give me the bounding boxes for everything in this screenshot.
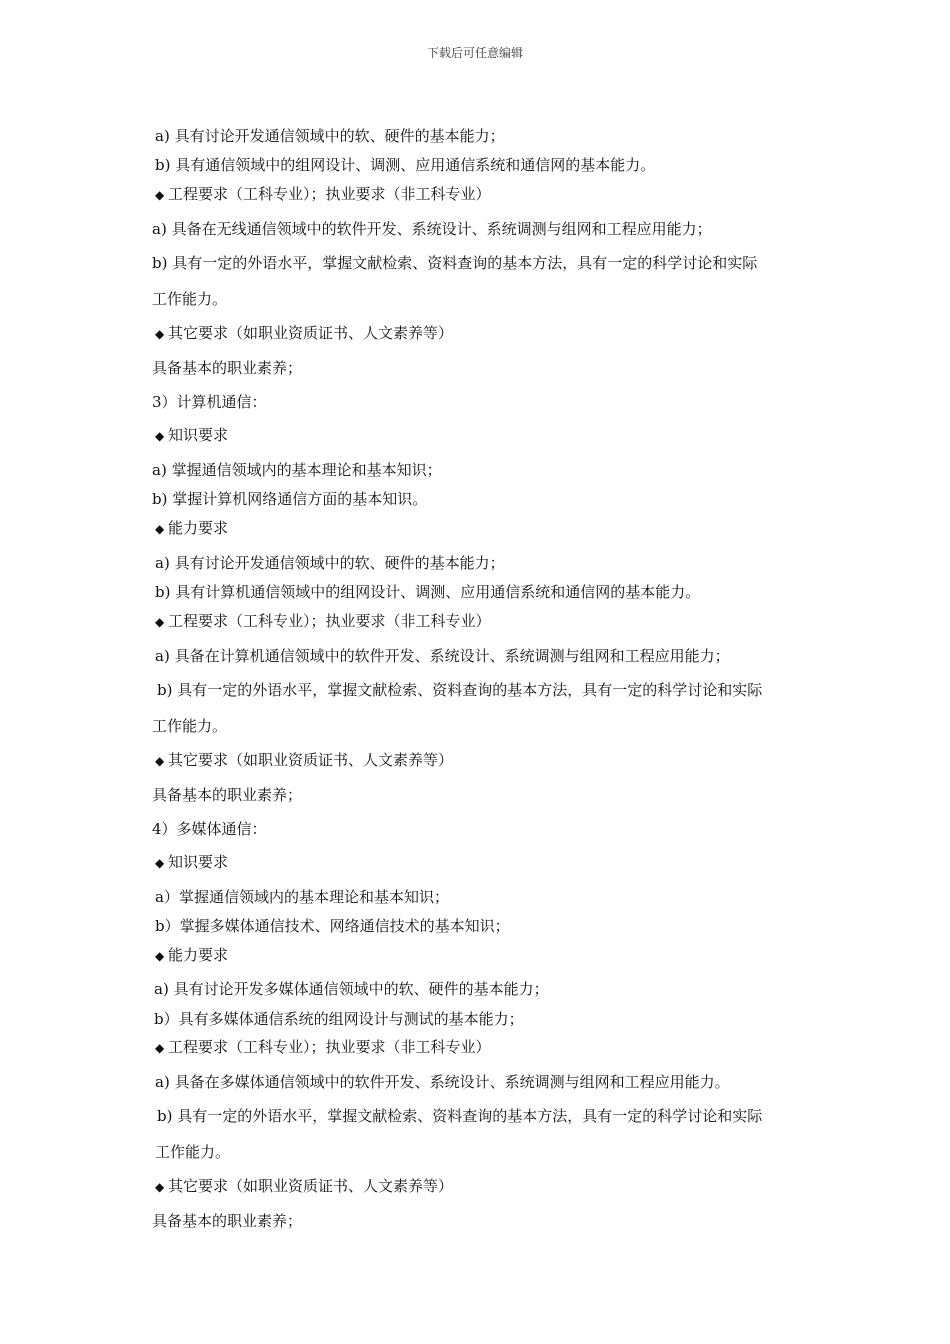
section-heading: 知识要求: [168, 426, 229, 444]
text-line: a) 掌握通信领域内的基本理论和基本知识；: [152, 461, 442, 479]
list-item: [155, 184, 491, 205]
diamond-bullet-icon: ◆: [155, 188, 165, 202]
text-line: a) 具备在无线通信领域中的软件开发、系统设计、系统调测与组网和工程应用能力；: [152, 220, 712, 238]
section-title: 4）多媒体通信：: [152, 820, 267, 838]
list-item: [155, 425, 228, 446]
section-heading: 工程要求（工科专业）；执业要求（非工科专业）: [168, 612, 491, 630]
text-line: a）掌握通信领域内的基本理论和基本知识；: [155, 888, 449, 906]
list-item: [155, 945, 228, 966]
section-heading: 能力要求: [168, 946, 229, 964]
diamond-bullet-icon: ◆: [155, 615, 165, 629]
text-line: b) 具有一定的外语水平，掌握文献检索、资料查询的基本方法，具有一定的科学讨论和实际: [157, 681, 763, 699]
text-line: a) 具有讨论开发通信领域中的软、硬件的基本能力；: [155, 127, 505, 145]
list-item: [155, 518, 228, 539]
diamond-bullet-icon: ◆: [155, 429, 165, 443]
list-item: [155, 1037, 491, 1058]
text-line: a) 具有讨论开发多媒体通信领域中的软、硬件的基本能力；: [154, 980, 549, 998]
text-line: 具备基本的职业素养；: [152, 359, 303, 377]
diamond-bullet-icon: ◆: [155, 856, 165, 870]
text-line: 具备基本的职业素养；: [152, 786, 303, 804]
section-heading: 其它要求（如职业资质证书、人文素养等）: [168, 1177, 454, 1195]
text-line: a) 具有讨论开发通信领域中的软、硬件的基本能力；: [155, 554, 505, 572]
list-item: [155, 611, 491, 632]
diamond-bullet-icon: ◆: [155, 754, 165, 768]
section-title: 3）计算机通信：: [152, 393, 267, 411]
section-heading: 其它要求（如职业资质证书、人文素养等）: [168, 324, 454, 342]
text-line: b) 具有一定的外语水平，掌握文献检索、资料查询的基本方法，具有一定的科学讨论和实际: [157, 1107, 763, 1125]
section-heading: 能力要求: [168, 519, 229, 537]
diamond-bullet-icon: ◆: [155, 327, 165, 341]
section-heading: 知识要求: [168, 853, 229, 871]
text-line: b) 具有通信领域中的组网设计、调测、应用通信系统和通信网的基本能力。: [155, 156, 656, 174]
text-line: b) 具有计算机通信领域中的组网设计、调测、应用通信系统和通信网的基本能力。: [155, 583, 701, 601]
text-line: b) 具有一定的外语水平，掌握文献检索、资料查询的基本方法，具有一定的科学讨论和实际: [152, 254, 758, 272]
diamond-bullet-icon: ◆: [155, 1180, 165, 1194]
section-heading: 工程要求（工科专业）；执业要求（非工科专业）: [168, 1038, 491, 1056]
section-heading: 其它要求（如职业资质证书、人文素养等）: [168, 751, 454, 769]
text-line: b）掌握多媒体通信技术、网络通信技术的基本知识；: [155, 917, 510, 935]
text-line: b）具有多媒体通信系统的组网设计与测试的基本能力；: [154, 1010, 524, 1028]
list-item: [155, 750, 453, 771]
list-item: [155, 1176, 453, 1197]
section-heading: 工程要求（工科专业）；执业要求（非工科专业）: [168, 185, 491, 203]
list-item: [155, 852, 228, 873]
text-line: 工作能力。: [152, 290, 228, 308]
text-line: a) 具备在计算机通信领域中的软件开发、系统设计、系统调测与组网和工程应用能力；: [155, 647, 730, 665]
text-line: b) 掌握计算机网络通信方面的基本知识。: [152, 490, 428, 508]
text-line: a) 具备在多媒体通信领域中的软件开发、系统设计、系统调测与组网和工程应用能力。: [155, 1073, 730, 1091]
diamond-bullet-icon: ◆: [155, 949, 165, 963]
diamond-bullet-icon: ◆: [155, 522, 165, 536]
page-header: 下载后可任意编辑: [426, 46, 523, 60]
text-line: 具备基本的职业素养；: [152, 1212, 303, 1230]
text-line: 工作能力。: [155, 1143, 231, 1161]
list-item: [155, 323, 453, 344]
diamond-bullet-icon: ◆: [155, 1041, 165, 1055]
text-line: 工作能力。: [152, 717, 228, 735]
